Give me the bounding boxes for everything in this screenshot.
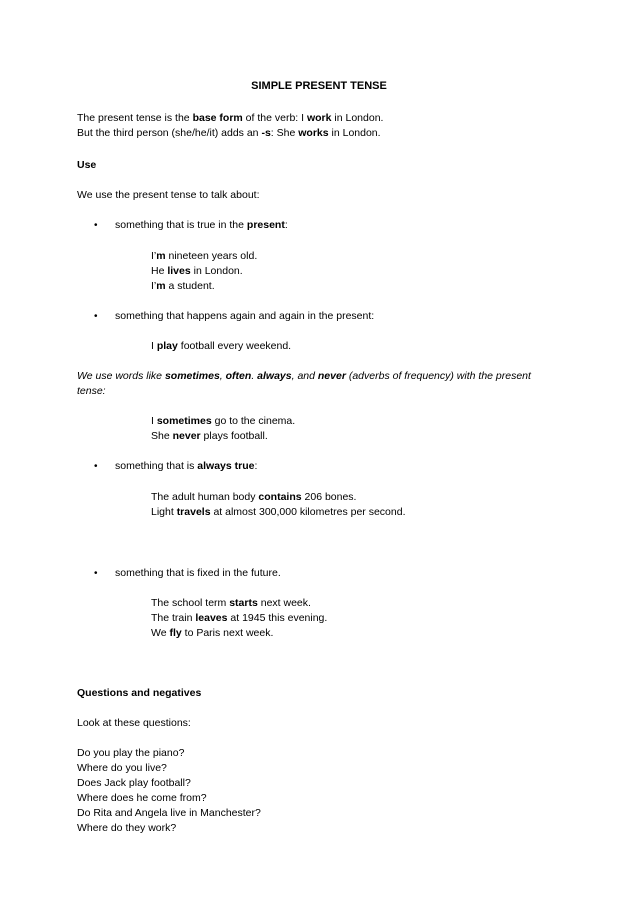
example-line: I sometimes go to the cinema.: [151, 415, 296, 427]
example-line: I play football every weekend.: [151, 340, 292, 352]
bold-term: sometimes: [156, 415, 212, 427]
page-title: SIMPLE PRESENT TENSE: [251, 80, 387, 92]
bold-term: always true: [197, 460, 255, 472]
example-line: The school term starts next week.: [151, 597, 311, 609]
bold-term: contains: [258, 491, 302, 503]
bold-term: base form: [192, 112, 243, 124]
bold-term: never: [317, 370, 346, 382]
example-line: We fly to Paris next week.: [151, 627, 274, 639]
bold-term: play: [156, 340, 178, 352]
bold-term: lives: [167, 265, 191, 277]
bold-term: never: [172, 430, 201, 442]
bold-term: -s: [261, 127, 271, 139]
bold-term: travels: [176, 506, 211, 518]
bold-term: always: [257, 370, 292, 382]
bold-term: work: [306, 112, 332, 124]
example-line: Light travels at almost 300,000 kilometres per second.: [151, 506, 406, 518]
bold-term: works: [298, 127, 329, 139]
question-line: Does Jack play football?: [77, 777, 191, 789]
bold-term: m: [156, 280, 166, 292]
intro-line-1: The present tense is the base form of the verb: I work in London.: [77, 112, 384, 124]
bold-term: sometimes: [164, 370, 220, 382]
bullet-repeated: something that happens again and again in the present:: [115, 310, 375, 322]
frequency-line-1: We use words like sometimes, often. always, and never (adverbs of frequency) with the present: [77, 370, 531, 382]
bullet-icon: •: [94, 220, 98, 231]
use-heading: Use: [77, 159, 97, 171]
example-line: I’m a student.: [151, 280, 215, 292]
bold-term: often: [225, 370, 252, 382]
bullet-icon: •: [94, 461, 98, 472]
question-line: Do Rita and Angela live in Manchester?: [77, 807, 261, 819]
question-line: Where do you live?: [77, 762, 167, 774]
bold-term: leaves: [195, 612, 228, 624]
example-line: I’m nineteen years old.: [151, 250, 258, 262]
bold-term: fly: [169, 627, 182, 639]
question-line: Where does he come from?: [77, 792, 207, 804]
bullet-always-true: something that is always true:: [115, 460, 258, 472]
questions-intro: Look at these questions:: [77, 717, 191, 729]
bullet-icon: •: [94, 311, 98, 322]
bold-term: present: [246, 219, 285, 231]
example-line: The adult human body contains 206 bones.: [151, 491, 357, 503]
frequency-line-2: tense:: [77, 385, 106, 397]
bullet-present: something that is true in the present:: [115, 219, 288, 231]
example-line: She never plays football.: [151, 430, 268, 442]
intro-line-2: But the third person (she/he/it) adds an -s: She works in London.: [77, 127, 381, 139]
example-line: He lives in London.: [151, 265, 243, 277]
example-line: The train leaves at 1945 this evening.: [151, 612, 328, 624]
question-line: Where do they work?: [77, 822, 177, 834]
question-line: Do you play the piano?: [77, 747, 185, 759]
bullet-icon: •: [94, 568, 98, 579]
use-intro: We use the present tense to talk about:: [77, 189, 260, 201]
bold-term: starts: [229, 597, 258, 609]
bullet-future: something that is fixed in the future.: [115, 567, 281, 579]
bold-term: m: [156, 250, 166, 262]
questions-heading: Questions and negatives: [77, 687, 202, 699]
